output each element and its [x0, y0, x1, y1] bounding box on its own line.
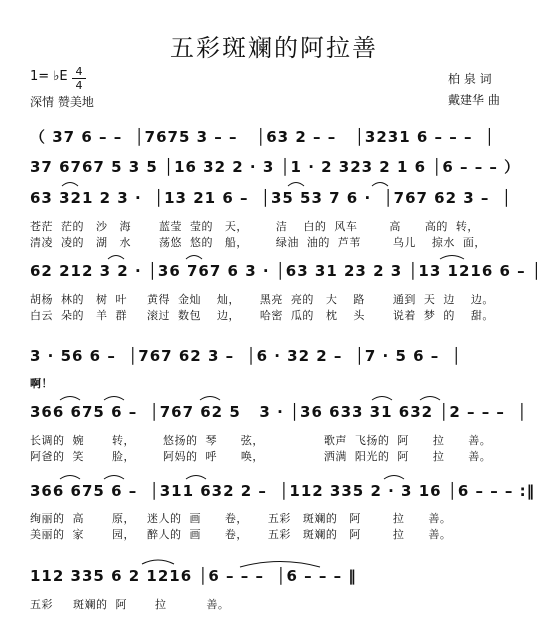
slur-mark: [288, 183, 304, 187]
composer-credit: 戴建华 曲: [448, 93, 500, 107]
score-row-notes: 62 212 3 2 · │36 767 6 3 · │63 31 23 2 3 │13 1216 6 – │: [30, 262, 542, 280]
score-row-notes: 366 675 6 – │767 62 5 3 · │36 633 31 632 │2 – – – │: [30, 403, 528, 421]
score-row-notes: 366 675 6 – │311 632 2 – │112 335 2 · 3 16 │6 – – – :‖: [30, 482, 536, 500]
lyric-line: 白云 朵的 羊 群 滚过 数包 边， 哈密 瓜的 枕 头 说着 梦 的 甜。: [30, 309, 494, 322]
slur-mark: [60, 476, 80, 480]
key-signature: 1= ♭E: [30, 69, 68, 84]
score-row-notes: （ 37 6 – – │7675 3 – – │63 2 – – │3231 6 – – – │: [30, 128, 495, 146]
lyricist-credit: 柏 泉 词: [448, 72, 492, 86]
score-row-notes: 112 335 6 2 1216 │6 – – – │6 – – – ‖: [30, 567, 357, 585]
slur-mark: [62, 183, 78, 187]
score-row-notes: 63 321 2 3 · │13 21 6 – │35 53 7 6 · │767 62 3 – │: [30, 189, 512, 207]
expression-marking: 深情 赞美地: [30, 95, 94, 109]
slur-mark: [440, 256, 464, 260]
slur-mark: [200, 397, 220, 401]
slur-mark: [372, 397, 392, 401]
song-title: 五彩斑斓的阿拉善: [170, 34, 378, 62]
slur-mark: [104, 397, 124, 401]
lyric-line: 胡杨 林的 树 叶 黄得 金灿 灿， 黑亮 亮的 大 路 通到 天 边 边。: [30, 293, 494, 306]
lyric-line: 长调的 婉 转， 悠扬的 琴 弦， 歌声 飞扬的 阿 拉 善。: [30, 434, 492, 447]
lyric-line: 阿爸的 笑 脸， 阿妈的 呼 唤， 洒满 阳光的 阿 拉 善。: [30, 450, 492, 463]
lyric-line: 苍茫 茫的 沙 海 蓝莹 莹的 天， 洁 白的 风车 高 高的 转，: [30, 220, 479, 233]
slur-mark: [186, 256, 202, 260]
lyric-line: 五彩 斑斓的 阿 拉 善。: [30, 598, 230, 611]
lyric-line: 绚丽的 高 原， 迷人的 画 卷， 五彩 斑斓的 阿 拉 善。: [30, 512, 452, 525]
slur-mark: [420, 397, 440, 401]
slur-mark: [108, 256, 124, 260]
score-row-notes: 3 · 56 6 – │767 62 3 – │6 · 32 2 – │7 · 5 6 – │: [30, 347, 462, 365]
slur-mark: [186, 476, 206, 480]
slur-mark: [104, 476, 124, 480]
slur-mark: [142, 560, 174, 564]
slur-mark: [60, 397, 80, 401]
score-row-notes: 37 6767 5 3 5 │16 32 2 · 3 │1 · 2 323 2 1 6 │6 – – – ）: [30, 158, 521, 176]
time-signature-top: 4: [75, 65, 83, 78]
lyric-line: 啊！: [30, 377, 53, 390]
slur-mark: [240, 562, 320, 568]
slur-mark: [372, 183, 388, 187]
time-signature-bottom: 4: [75, 79, 83, 92]
slur-mark: [384, 476, 404, 480]
lyric-line: 清凌 凌的 湖 水 荡悠 悠的 船， 绿油 油的 芦苇 乌儿 掠水 面，: [30, 236, 486, 249]
lyric-line: 美丽的 家 园， 醉人的 画 卷， 五彩 斑斓的 阿 拉 善。: [30, 528, 452, 541]
